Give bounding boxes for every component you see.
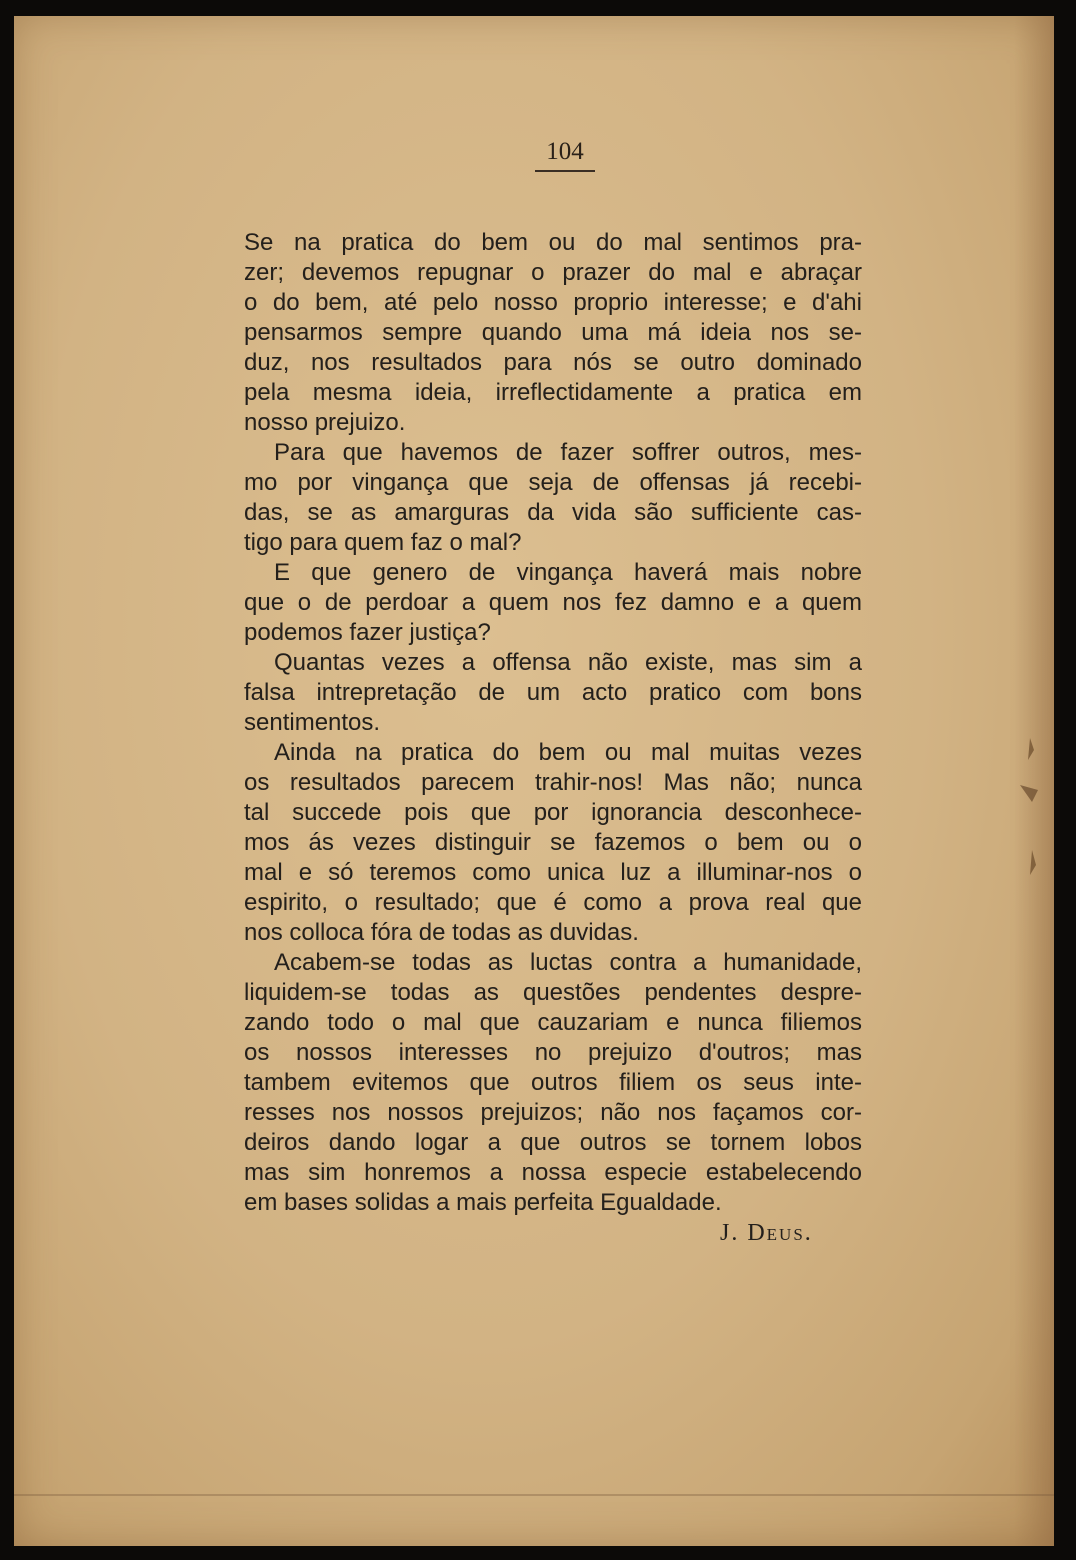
text-line: zando todo o mal que cauzariam e nunca filiemos (244, 1009, 862, 1036)
text-line: zer; devemos repugnar o prazer do mal e abraçar (244, 259, 862, 286)
text-line: deiros dando logar a que outros se tornem lobos (244, 1129, 862, 1156)
text-line: resses nos nossos prejuizos; não nos façamos cor- (244, 1099, 862, 1126)
header-rule (535, 170, 595, 172)
page-number: 104 (546, 138, 584, 165)
text-line: tigo para quem faz o mal? (244, 529, 522, 556)
text-line: duz, nos resultados para nós se outro dominado (244, 349, 862, 376)
text-line: em bases solidas a mais perfeita Egualdade. (244, 1189, 722, 1216)
text-line: pensarmos sempre quando uma má ideia nos se- (244, 319, 862, 346)
text-line: tal succede pois que por ignorancia desconhece- (244, 799, 862, 826)
text-line: das, se as amarguras da vida são sufficiente cas- (244, 499, 862, 526)
text-line: tambem evitemos que outros filiem os seus inte- (244, 1069, 862, 1096)
text-line: podemos fazer justiça? (244, 619, 491, 646)
author-signature: J. Deus. (720, 1220, 813, 1246)
text-line: E que genero de vingança haverá mais nobre (274, 559, 862, 586)
text-line: mal e só teremos como unica luz a illuminar-nos o (244, 859, 862, 886)
text-line: Ainda na pratica do bem ou mal muitas vezes (274, 739, 862, 766)
text-line: os nossos interesses no prejuizo d'outros; mas (244, 1039, 862, 1066)
text-line: que o de perdoar a quem nos fez damno e a quem (244, 589, 862, 616)
text-line: Se na pratica do bem ou do mal sentimos pra- (244, 229, 862, 256)
text-line: espirito, o resultado; que é como a prova real que (244, 889, 862, 916)
text-line: Para que havemos de fazer soffrer outros, mes- (274, 439, 862, 466)
text-line: pela mesma ideia, irreflectidamente a pratica em (244, 379, 862, 406)
text-line: Acabem-se todas as luctas contra a humanidade, (274, 949, 862, 976)
text-line: nosso prejuizo. (244, 409, 406, 436)
text-line: sentimentos. (244, 709, 381, 736)
text-line: Quantas vezes a offensa não existe, mas sim a (274, 649, 862, 676)
text-line: o do bem, até pelo nosso proprio interesse; e d'ahi (244, 289, 862, 316)
text-line: mos ás vezes distinguir se fazemos o bem ou o (244, 829, 862, 856)
page-fold-line (14, 1494, 1054, 1496)
text-line: mo por vingança que seja de offensas já recebi- (244, 469, 862, 496)
text-line: liquidem-se todas as questões pendentes despre- (244, 979, 862, 1006)
text-line: nos colloca fóra de todas as duvidas. (244, 919, 639, 946)
text-line: falsa intrepretação de um acto pratico com bons (244, 679, 862, 706)
text-line: os resultados parecem trahir-nos! Mas não; nunca (244, 769, 862, 796)
ink-stain-marks (1010, 730, 1040, 890)
text-line: mas sim honremos a nossa especie estabelecendo (244, 1159, 862, 1186)
